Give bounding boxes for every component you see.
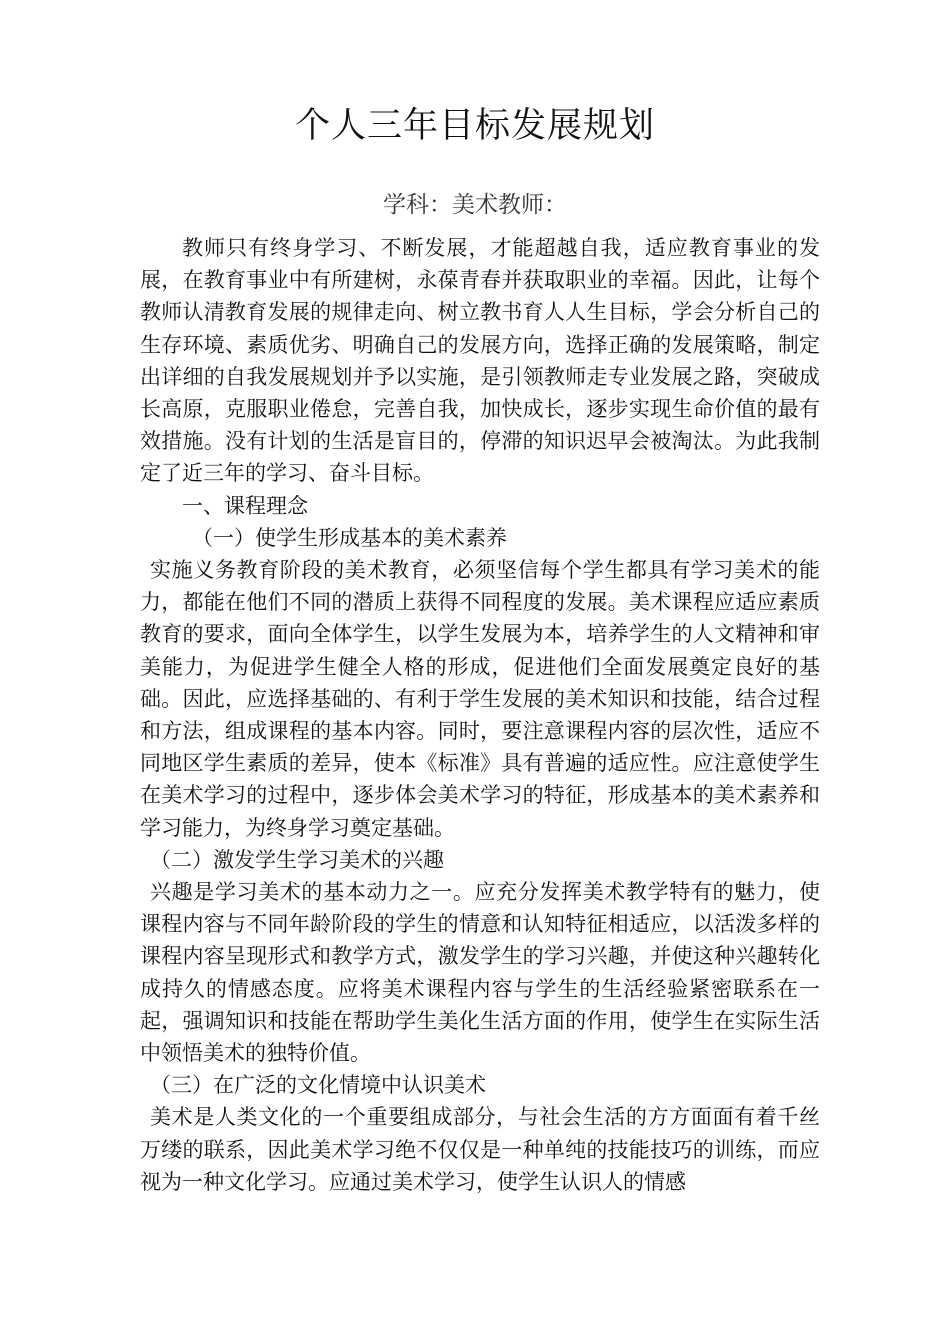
section-heading-curriculum: 一、课程理念 [182, 493, 308, 518]
subsection-paragraph-2: 兴趣是学习美术的基本动力之一。应充分发挥美术教学特有的魅力，使课程内容与不同年龄阶段的学生的情意和认知特征相适应，以活泼多样的课程内容呈现形式和教学方式，激发学生的学习兴趣，并使这种兴趣转化成持久的情感态度。应将美术课程内容与学生的生活经验紧密联系在一起，强调知识和技能在帮助学生美化生活方面的作用，使学生在实际生活中领悟美术的独特价值。 [140, 880, 820, 1066]
subsection-paragraph-3: 美术是人类文化的一个重要组成部分，与社会生活的方方面面有着千丝万缕的联系，因此美术学习绝不仅仅是一种单纯的技能技巧的训练，而应视为一种文化学习。应通过美术学习，使学生认识人的情感 [140, 1105, 820, 1194]
subsection-paragraph-1: 实施义务教育阶段的美术教育，必须坚信每个学生都具有学习美术的能力，都能在他们不同的潜质上获得不同程度的发展。美术课程应适应素质教育的要求，面向全体学生，以学生发展为本，培养学生的人文精神和审美能力，为促进学生健全人格的形成，促进他们全面发展奠定良好的基础。因此，应选择基础的、有利于学生发展的美术知识和技能，结合过程和方法，组成课程的基本内容。同时，要注意课程内容的层次性，适应不同地区学生素质的差异，使本《标准》具有普遍的适应性。应注意使学生在美术学习的过程中，逐步体会美术学习的特征，形成基本的美术素养和学习能力，为终身学习奠定基础。 [140, 558, 820, 840]
subsection-heading-1: （一）使学生形成基本的美术素养 [192, 525, 507, 550]
document-body [140, 232, 820, 1198]
subsection-heading-2: （二）激发学生学习美术的兴趣 [150, 847, 444, 872]
document-title: 个人三年目标发展规划 [294, 106, 655, 146]
subsection-heading-3: （三）在广泛的文化情境中认识美术 [150, 1073, 486, 1098]
document-subtitle: 学科：美术教师： [383, 192, 567, 218]
intro-paragraph: 教师只有终身学习、不断发展，才能超越自我，适应教育事业的发展，在教育事业中有所建树，永葆青春并获取职业的幸福。因此，让每个教师认清教育发展的规律走向、树立教书育人人生目标，学会分析自己的生存环境、素质优劣、明确自己的发展方向，选择正确的发展策略，制定出详细的自我发展规划并予以实施，是引领教师走专业发展之路，突破成长高原，克服职业倦怠，完善自我，加快成长，逐步实现生命价值的最有效措施。没有计划的生活是盲目的，停滞的知识迟早会被淘汰。为此我制定了近三年的学习、奋斗目标。 [140, 236, 820, 486]
